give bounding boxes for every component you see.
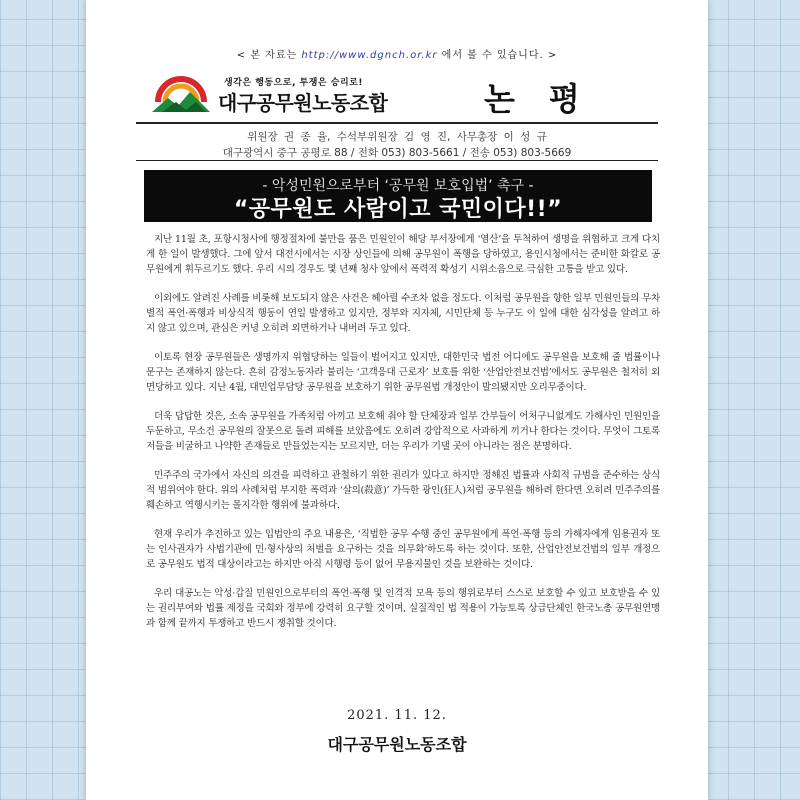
source-url-link[interactable]: http://www.dgnch.or.kr	[301, 50, 438, 61]
source-note	[86, 46, 708, 61]
statement-signature: 대구공무원노동조합	[327, 735, 467, 754]
union-logo	[152, 72, 432, 118]
body-paragraph: 이외에도 알려진 사례를 비롯해 보도되지 않은 사건은 헤아릴 수조차 없을 정도다. 이처럼 공무원을 향한 일부 민원인들의 무차별적 폭언·폭행과 비상식적 행동이 연일 발생하고 있지만, 정부와 지자체, 시민단체 등 누구도 이 일에 대한 심각성을 알려고 하지 않고 있으며, 관심은 커녕 오히려 외면하거나 내버려 두고 있다.	[146, 293, 660, 334]
statement-body	[146, 232, 660, 645]
body-paragraph: 우리 대공노는 악성·갑질 민원인으로부터의 폭언·폭행 및 인격적 모욕 등의 행위로부터 스스로 보호할 수 있고 보호받을 수 있는 권리부여와 법률 제정을 국회와 정부에 강력히 요구할 것이며, 실질적인 법 적용이 가능토록 상급단체인 한국노총 공무원연맹과 함께 끝까지 투쟁하고 반드시 쟁취할 것이다.	[146, 588, 660, 629]
body-paragraph: 민주주의 국가에서 자신의 의견을 피력하고 관철하기 위한 권리가 있다고 하지만 정해진 법률과 사회적 규범을 준수하는 상식적 범위여야 한다. 위의 사례처럼 부지한 폭력과 ‘살의(殺意)’ 가득한 광인(狂人)처럼 공무원을 해하려 한다면 오히려 민주주의를 훼손하고 역행시키는 몰지각한 행위에 불과하다.	[146, 470, 660, 511]
union-slogan: 생각은 행동으로, 투쟁은 승리로!	[224, 78, 363, 88]
union-name: 대구공무원노동조합	[218, 91, 388, 115]
headline-subtitle: - 악성민원으로부터 ‘공무원 보호입법’ 촉구 -	[262, 178, 534, 194]
headline-banner	[144, 170, 652, 222]
body-paragraph: 더욱 답답한 것은, 소속 공무원을 가족처럼 아끼고 보호해 줘야 할 단체장과 일부 간부들이 어처구니없게도 가해사인 민원인을 두둔하고, 무소건 공무원의 잘못으로 돌려 피해를 보았음에도 오히려 강압적으로 사과하게 끼거나 한다는 것이다. 무엇이 그토록 저들을 비굴하고 나약한 존재들로 만들었는지는 모르지만, 더는 우리가 기댈 곳이 아니라는 점은 분명하다.	[146, 411, 660, 452]
source-note-suffix: 에서 볼 수 있습니다. >	[437, 50, 558, 61]
source-note-prefix: < 본 자료는	[236, 50, 302, 61]
document-page	[86, 0, 708, 800]
header-divider-bottom	[136, 160, 658, 161]
statement-date: 2021. 11. 12.	[347, 708, 447, 723]
body-paragraph: 지난 11월 초, 포항시청사에 행정절차에 불만을 품은 민원인이 해당 부서장에게 ‘염산’을 투척하여 생명을 위협하고 크게 다치게 한 일이 발생했다. 그에 앞서 대전시에서는 시장 상인들에 의해 공무원이 폭행을 당하였고, 용인시청에서는 준비한 화칼로 공무원에게 휘두르기도 했다. 우리 시의 경우도 몇 년째 청사 앞에서 폭력적 확성기 시위소음으로 극심한 고통을 받고 있다.	[146, 234, 660, 275]
body-paragraph: 이토록 현장 공무원들은 생명까지 위협당하는 일들이 벌어지고 있지만, 대한민국 법전 어디에도 공무원을 보호해 줄 법률이나 문구는 존재하지 않는다. 흔히 감정노동자라 불리는 ‘고객응대 근로자’ 보호를 위한 ‘산업안전보건법’에서도 공무원은 철저히 외면당하고 있다. 지난 4월, 대민업무담당 공무원을 보호하기 위한 공무원법 개정안이 발의됐지만 오리무중이다.	[146, 352, 660, 393]
document-type-title: 논평	[484, 80, 614, 118]
header-divider	[136, 122, 658, 124]
body-paragraph: 현재 우리가 추진하고 있는 입법안의 주요 내용은, ‘직법한 공무 수행 중인 공무원에게 폭언·폭행 등의 가해자에게 임용권자 또는 인사권자가 사법기관에 민·형사상의 처벌을 요구하는 것을 의무화’하도록 하는 것이다. 또한, 산업안전보건법의 일부 개정으로 공무원도 법적 대상이라고는 하지만 아직 시행령 등이 없어 무용지물인 것을 보완하는 것이다.	[146, 529, 660, 570]
officers-line: 위원장 권 종 율, 수석부위원장 김 영 진, 사무총장 이 성 규	[247, 131, 547, 143]
headline-title: “공무원도 사람이고 국민이다!!”	[233, 197, 563, 222]
union-emblem-icon	[152, 72, 210, 114]
contact-line: 대구광역시 중구 공평로 88 / 전화 053) 803-5661 / 전송 053) 803-5669	[222, 147, 572, 159]
